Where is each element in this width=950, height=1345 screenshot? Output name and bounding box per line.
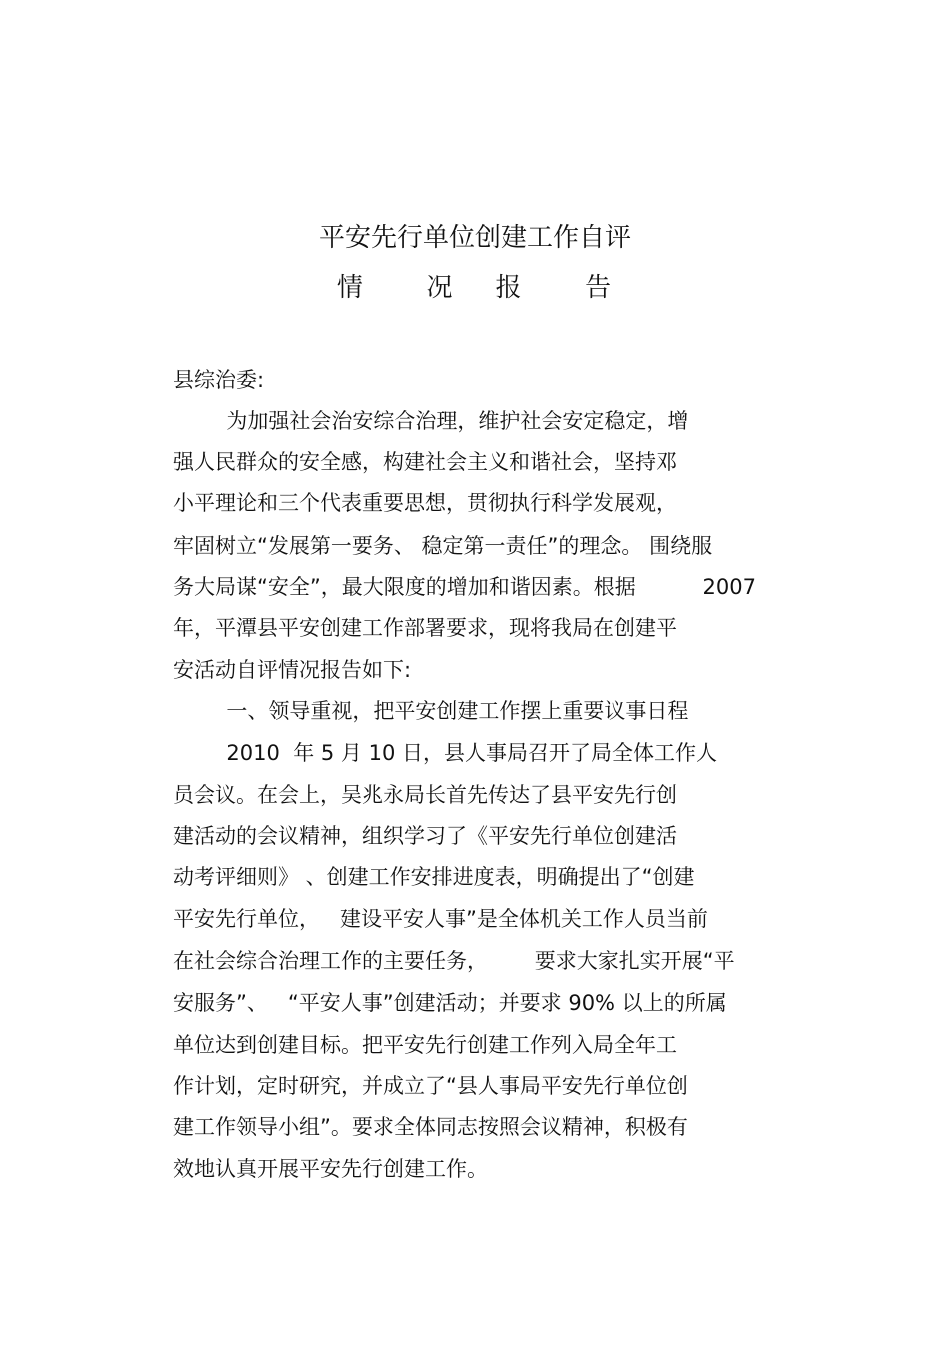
body-line: 务大局谋“安全”，最大限度的增加和谐因素。根据 2007 <box>173 575 756 599</box>
body-line: 在社会综合治理工作的主要任务， 要求大家扎实开展“平 <box>173 949 735 973</box>
document-title-line-2: 情 况 报 告 <box>336 273 614 303</box>
body-line: 安活动自评情况报告如下: <box>173 658 412 682</box>
section-heading: 一、领导重视，把平安创建工作摆上重要议事日程 <box>173 699 689 723</box>
body-line: 2010 年 5 月 10 日，县人事局召开了局全体工作人 <box>173 741 717 765</box>
body-line: 动考评细则》 、创建工作安排进度表，明确提出了“创建 <box>173 865 695 889</box>
body-line: 建工作领导小组”。要求全体同志按照会议精神，积极有 <box>173 1115 688 1139</box>
body-line: 员会议。在会上，吴兆永局长首先传达了县平安先行创 <box>173 783 677 807</box>
body-line: 平安先行单位， 建设平安人事”是全体机关工作人员当前 <box>173 907 708 931</box>
body-line: 强人民群众的安全感，构建社会主义和谐社会，坚持邓 <box>173 450 677 474</box>
body-line: 安服务”、 “平安人事”创建活动；并要求 90% 以上的所属 <box>173 991 727 1015</box>
document-title-line-1: 平安先行单位创建工作自评 <box>318 223 631 253</box>
body-line: 建活动的会议精神，组织学习了《平安先行单位创建活 <box>173 824 677 848</box>
body-line: 单位达到创建目标。把平安先行创建工作列入局全年工 <box>173 1033 677 1057</box>
salutation: 县综治委: <box>173 368 265 392</box>
body-line: 作计划，定时研究，并成立了“县人事局平安先行单位创 <box>173 1074 688 1098</box>
body-line: 小平理论和三个代表重要思想，贯彻执行科学发展观， <box>173 491 677 515</box>
body-line: 牢固树立“发展第一要务、 稳定第一责任”的理念。 围绕服 <box>173 534 713 558</box>
body-line: 效地认真开展平安先行创建工作。 <box>173 1157 488 1181</box>
body-line: 为加强社会治安综合治理，维护社会安定稳定，增 <box>173 409 689 433</box>
body-line: 年，平潭县平安创建工作部署要求，现将我局在创建平 <box>173 616 677 640</box>
